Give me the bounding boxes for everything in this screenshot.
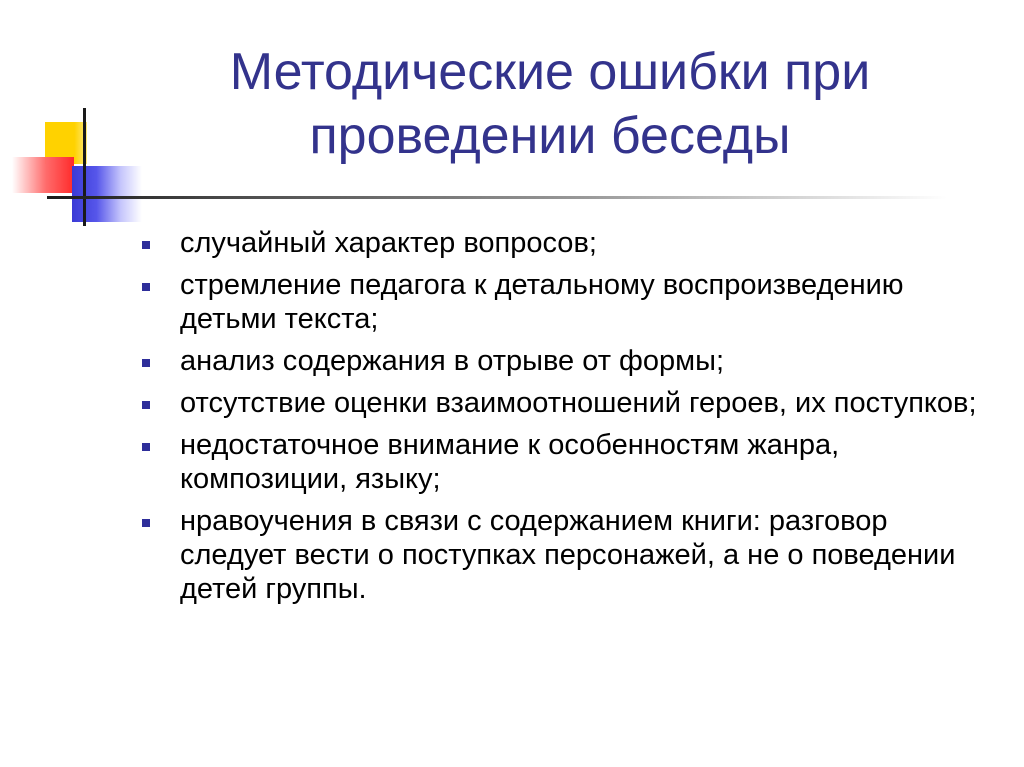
- slide-title: Методические ошибки при проведении беседы: [229, 43, 871, 165]
- square-bullet-icon: [142, 359, 150, 367]
- bullet-item: [140, 504, 1000, 606]
- bullet-item: [140, 268, 1000, 336]
- bullet-item: [140, 428, 1000, 496]
- bullet-text: недостаточное внимание к особенностям жанра, композиции, языку;: [180, 429, 840, 495]
- square-bullet-icon: [142, 401, 150, 409]
- bullet-text: анализ содержания в отрыве от формы;: [180, 345, 725, 377]
- bullet-text: стремление педагога к детальному воспроизведению детьми текста;: [180, 269, 904, 335]
- square-bullet-icon: [142, 283, 150, 291]
- bullet-text: случайный характер вопросов;: [180, 227, 597, 259]
- square-bullet-icon: [142, 519, 150, 527]
- bullet-item: [140, 344, 1000, 378]
- bullet-item: [140, 226, 1000, 260]
- decorative-red-square: [12, 157, 74, 193]
- bullet-item: [140, 386, 1000, 420]
- bullet-text: нравоучения в связи с содержанием книги: разговор следует вести о поступках персонажей, а не о поведении детей группы.: [180, 505, 956, 605]
- square-bullet-icon: [142, 443, 150, 451]
- square-bullet-icon: [142, 241, 150, 249]
- bullet-list: [140, 226, 1000, 614]
- bullet-text: отсутствие оценки взаимоотношений героев, их поступков;: [180, 387, 977, 419]
- decorative-vertical-line: [83, 108, 86, 226]
- title-divider-line: [47, 196, 947, 199]
